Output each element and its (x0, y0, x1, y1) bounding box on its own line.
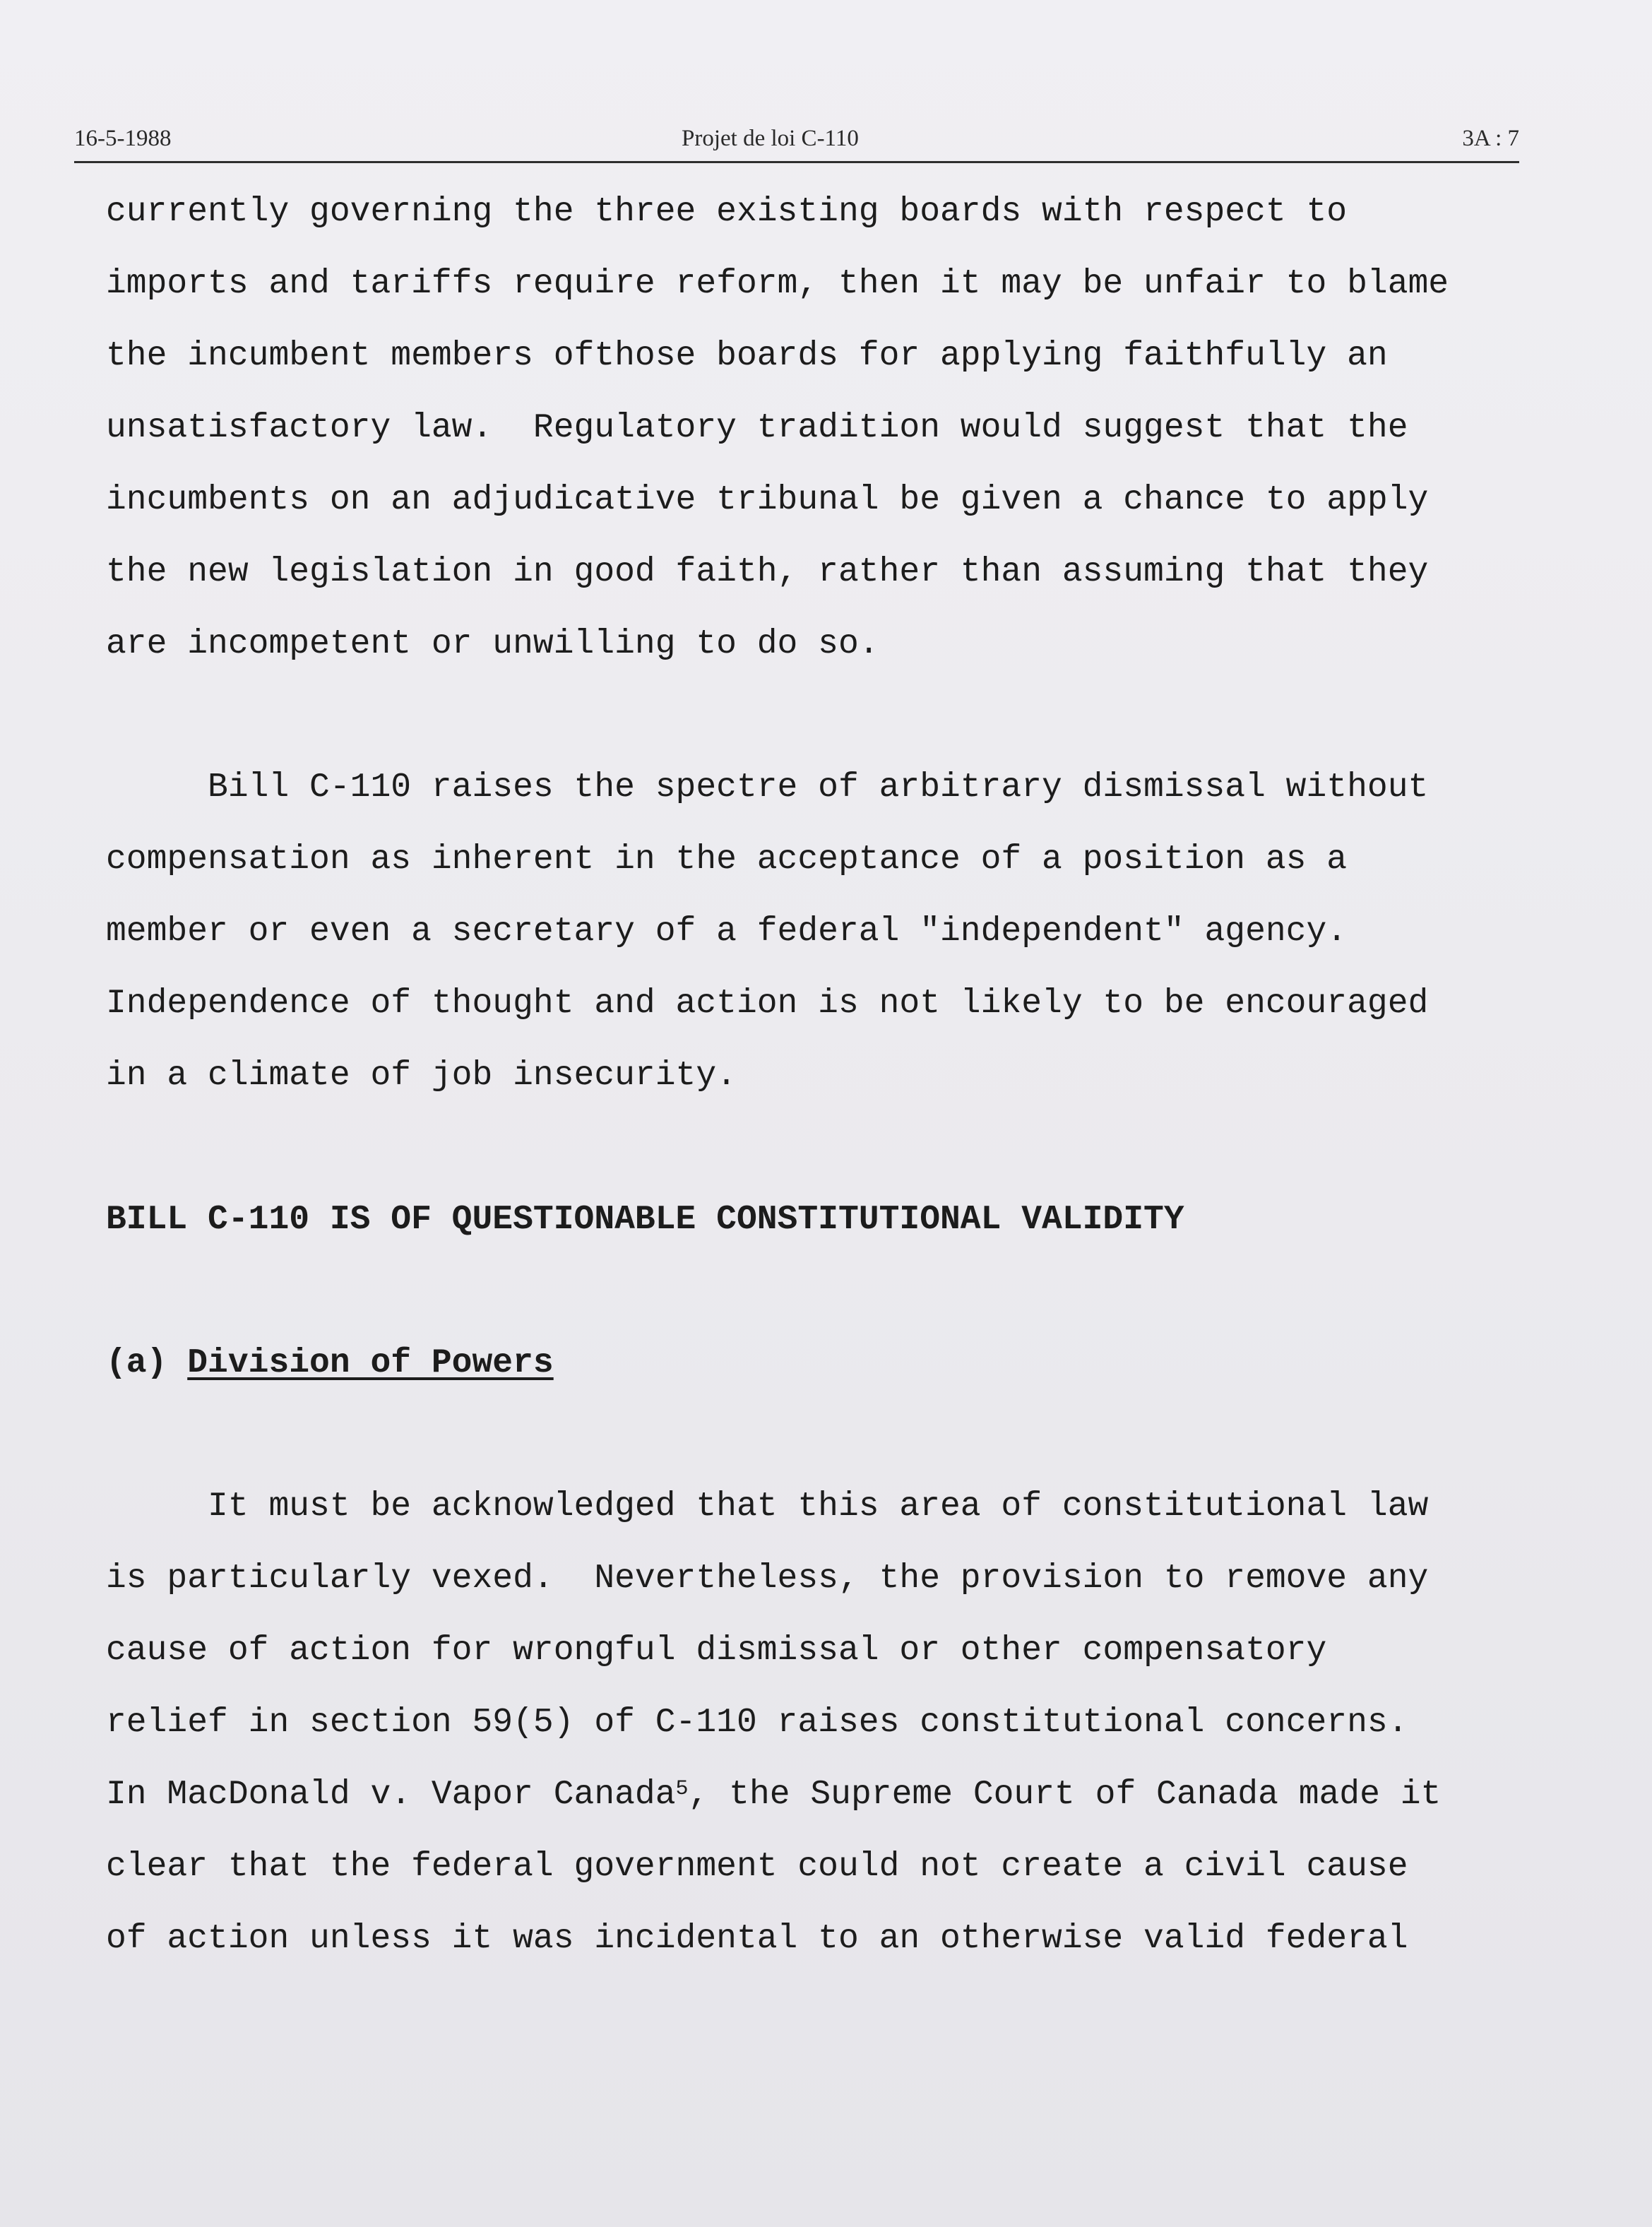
header-date: 16-5-1988 (74, 126, 172, 151)
text-line: Independence of thought and action is not likely to be encouraged (106, 985, 1429, 1023)
text-line: currently governing the three existing boards with respect to (106, 193, 1348, 231)
subsection-title: Division of Powers (187, 1344, 554, 1382)
text-line: is particularly vexed. Nevertheless, the provision to remove any (106, 1560, 1429, 1598)
text-line: incumbents on an adjudicative tribunal be given a chance to apply (106, 481, 1429, 519)
text-segment: In MacDonald v. Vapor Canada (106, 1776, 676, 1814)
text-line: in a climate of job insecurity. (106, 1057, 737, 1095)
text-line: clear that the federal government could not create a civil cause (106, 1848, 1408, 1886)
subsection-heading (106, 1342, 554, 1384)
subsection-label: (a) (106, 1344, 188, 1382)
text-line: member or even a secretary of a federal "independent" agency. (106, 913, 1348, 951)
text-line: Bill C-110 raises the spectre of arbitrary dismissal without (106, 768, 1429, 807)
footnote-marker: 5 (675, 1777, 689, 1801)
text-line: imports and tariffs require reform, then it may be unfair to blame (106, 265, 1449, 303)
text-line (106, 1774, 1441, 1816)
text-line: are incompetent or unwilling to do so. (106, 625, 879, 663)
section-heading: BILL C-110 IS OF QUESTIONABLE CONSTITUTIONAL VALIDITY (106, 1201, 1184, 1239)
header-title: Projet de loi C-110 (682, 126, 859, 151)
text-line: of action unless it was incidental to an otherwise valid federal (106, 1920, 1408, 1958)
header-rule (74, 161, 1519, 163)
text-line: It must be acknowledged that this area of constitutional law (106, 1487, 1429, 1526)
text-line: relief in section 59(5) of C-110 raises constitutional concerns. (106, 1704, 1408, 1742)
text-line: cause of action for wrongful dismissal or other compensatory (106, 1632, 1327, 1670)
header-page-number: 3A : 7 (1462, 126, 1519, 151)
text-line: the new legislation in good faith, rather than assuming that they (106, 553, 1429, 591)
text-line: the incumbent members ofthose boards for applying faithfully an (106, 337, 1388, 375)
text-segment: , the Supreme Court of Canada made it (688, 1776, 1442, 1814)
text-line: unsatisfactory law. Regulatory tradition would suggest that the (106, 409, 1408, 447)
page-header (74, 126, 1519, 161)
text-line: compensation as inherent in the acceptance of a position as a (106, 841, 1348, 879)
